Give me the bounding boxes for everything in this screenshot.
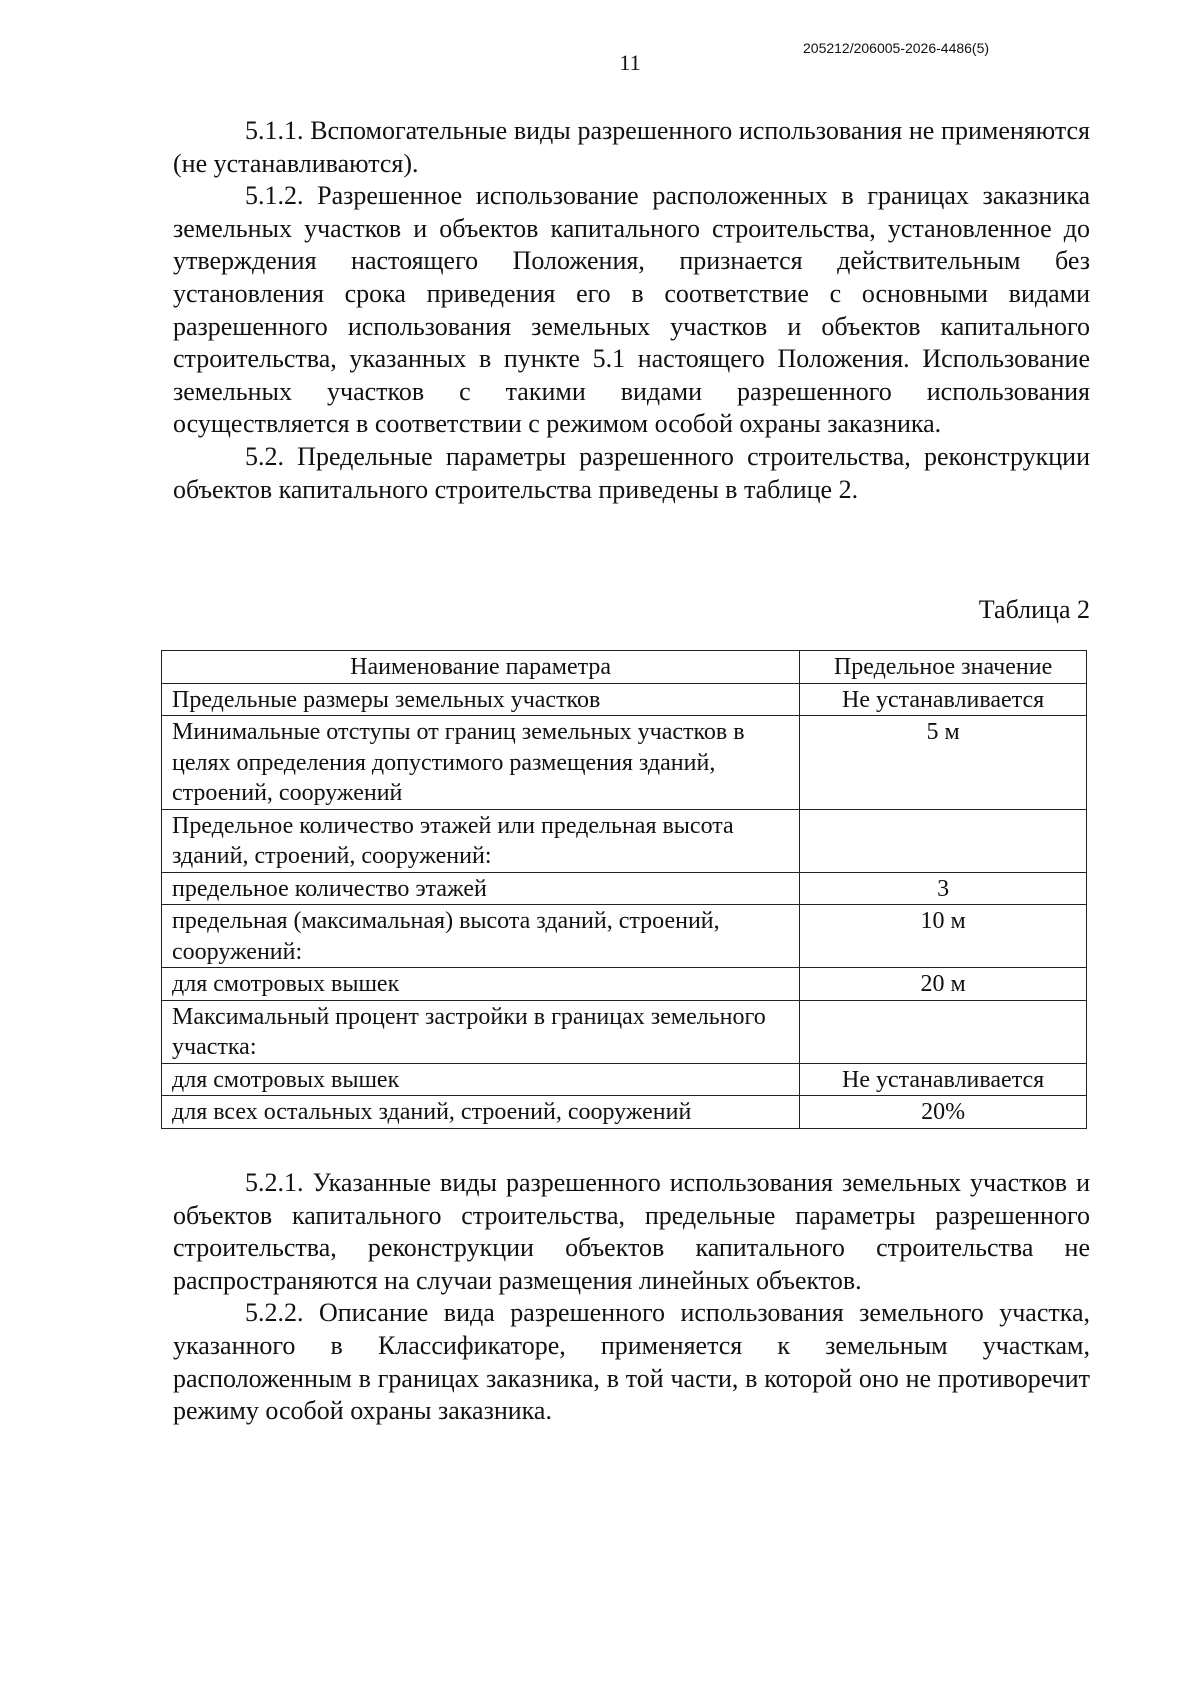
table-row xyxy=(162,1000,1087,1063)
table-row xyxy=(162,968,1087,1001)
header-parameter-name: Наименование параметра xyxy=(162,651,800,684)
table-header-row xyxy=(162,651,1087,684)
limit-value-cell xyxy=(800,1000,1087,1063)
table-row xyxy=(162,1096,1087,1129)
parameter-name-cell: предельное количество этажей xyxy=(162,872,800,905)
limit-value-cell: 20% xyxy=(800,1096,1087,1129)
header-limit-value: Предельное значение xyxy=(800,651,1087,684)
table-row xyxy=(162,683,1087,716)
paragraph-5-1-2: 5.1.2. Разрешенное использование расположенных в границах заказника земельных участков и объектов капитального строительства, установленное до утверждения настоящего Положения, признается действительным без установления срока приведения его в соответствие с основными видами разрешенного использования земельных участков и объектов капитального строительства, указанных в пункте 5.1 настоящего Положения. Использование земельных участков с такими видами разрешенного использования осуществляется в соответствии с режимом особой охраны заказника. xyxy=(173,181,1090,439)
table-row xyxy=(162,872,1087,905)
table-caption: Таблица 2 xyxy=(978,595,1090,624)
limit-value-cell: 5 м xyxy=(800,716,1087,810)
parameter-name-cell: для всех остальных зданий, строений, сооружений xyxy=(162,1096,800,1129)
limit-value-cell: Не устанавливается xyxy=(800,683,1087,716)
limit-value-cell xyxy=(800,809,1087,872)
limit-value-cell: Не устанавливается xyxy=(800,1063,1087,1096)
parameter-name-cell: предельная (максимальная) высота зданий, строений, сооружений: xyxy=(162,905,800,968)
table-row xyxy=(162,809,1087,872)
page-number: 11 xyxy=(619,50,641,75)
limit-value-cell: 10 м xyxy=(800,905,1087,968)
parameter-name-cell: Предельные размеры земельных участков xyxy=(162,683,800,716)
paragraph-5-1-1: 5.1.1. Вспомогательные виды разрешенного использования не применяются (не устанавливаются). xyxy=(173,116,1090,178)
parameter-name-cell: Максимальный процент застройки в границах земельного участка: xyxy=(162,1000,800,1063)
table-row xyxy=(162,1063,1087,1096)
paragraph-5-2-2: 5.2.2. Описание вида разрешенного использования земельного участка, указанного в Классификаторе, применяется к земельным участкам, расположенным в границах заказника, в той части, в которой оно не противоречит режиму особой охраны заказника. xyxy=(173,1298,1090,1426)
limit-value-cell: 20 м xyxy=(800,968,1087,1001)
parameters-table xyxy=(161,650,1087,1129)
paragraph-5-2: 5.2. Предельные параметры разрешенного строительства, реконструкции объектов капитального строительства приведены в таблице 2. xyxy=(173,441,1090,504)
text-section-after-table xyxy=(173,1167,1090,1428)
parameter-name-cell: для смотровых вышек xyxy=(162,1063,800,1096)
parameter-name-cell: Минимальные отступы от границ земельных участков в целях определения допустимого размещения зданий, строений, сооружений xyxy=(162,716,800,810)
table-row xyxy=(162,716,1087,810)
table-row xyxy=(162,905,1087,968)
paragraph-5-2-1: 5.2.1. Указанные виды разрешенного использования земельных участков и объектов капитального строительства, предельные параметры разрешенного строительства, реконструкции объектов капитального строительства не распространяются на случаи размещения линейных объектов. xyxy=(173,1168,1090,1295)
document-id: 205212/206005-2026-4486(5) xyxy=(803,40,990,56)
parameter-name-cell: Предельное количество этажей или предельная высота зданий, строений, сооружений: xyxy=(162,809,800,872)
limit-value-cell: 3 xyxy=(800,872,1087,905)
parameter-name-cell: для смотровых вышек xyxy=(162,968,800,1001)
text-section-before-table xyxy=(173,115,1090,506)
